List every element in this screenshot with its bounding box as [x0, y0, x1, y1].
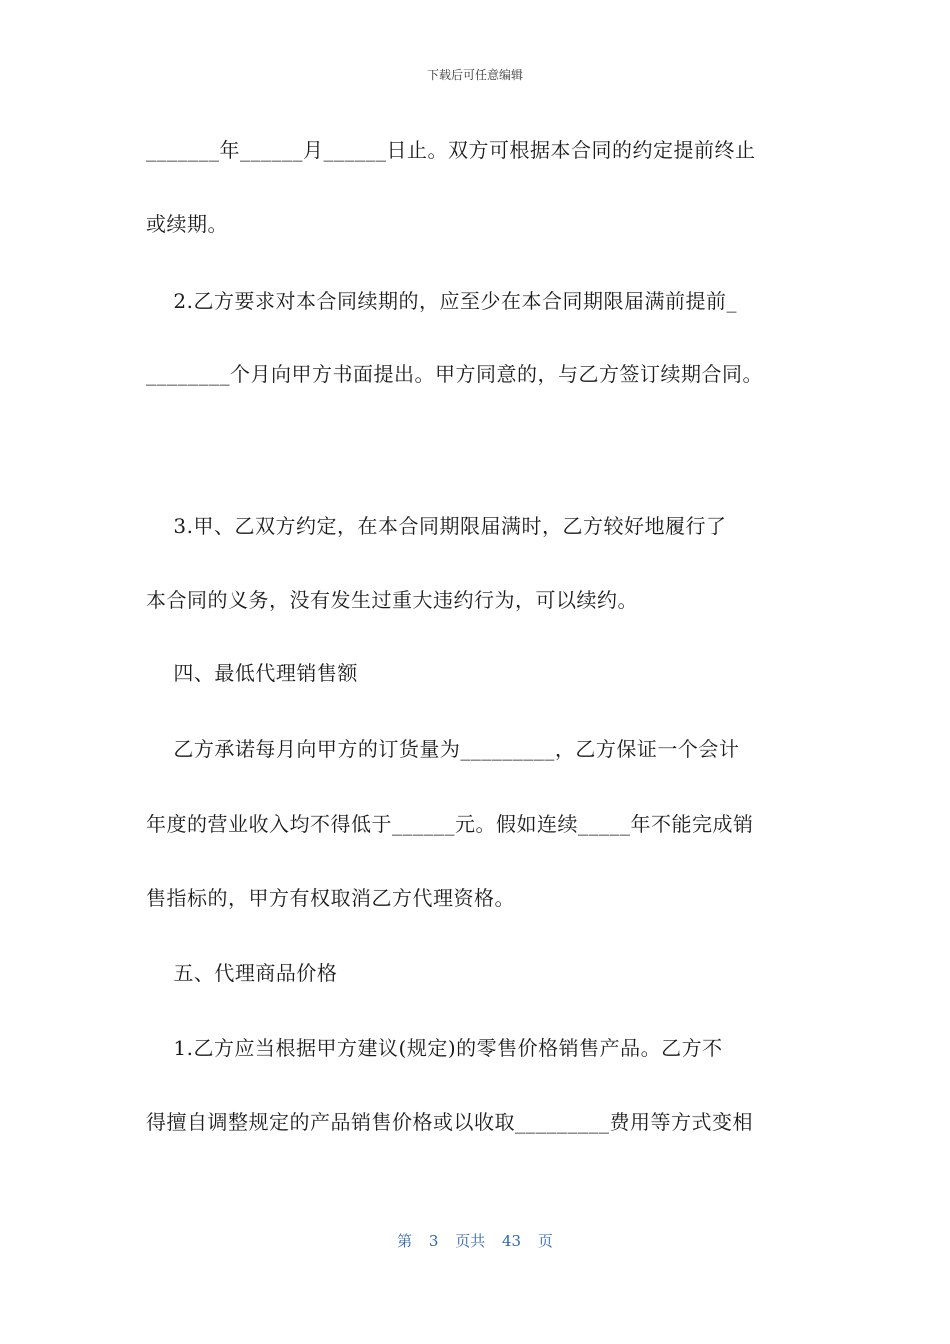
- page-number: 3: [428, 1232, 439, 1250]
- body-line: ________个月向甲方书面提出。甲方同意的，与乙方签订续期合同。: [146, 362, 763, 386]
- page-header: 下载后可任意编辑: [426, 68, 523, 82]
- body-line: 得擅自调整规定的产品销售价格或以收取_________费用等方式变相: [146, 1110, 753, 1134]
- section-heading: 四、最低代理销售额: [146, 661, 358, 685]
- body-line: 3.甲、乙双方约定，在本合同期限届满时，乙方较好地履行了: [146, 514, 727, 538]
- body-line: 或续期。: [146, 212, 228, 236]
- total-label: 页共: [455, 1232, 486, 1250]
- body-line: 1.乙方应当根据甲方建议(规定)的零售价格销售产品。乙方不: [146, 1036, 723, 1060]
- body-line: 年度的营业收入均不得低于______元。假如连续_____年不能完成销: [146, 812, 754, 836]
- section-heading: 五、代理商品价格: [146, 961, 338, 985]
- body-line: 乙方承诺每月向甲方的订货量为_________，乙方保证一个会计: [146, 737, 740, 761]
- body-line: 本合同的义务，没有发生过重大违约行为，可以续约。: [146, 588, 638, 612]
- body-line: 售指标的，甲方有权取消乙方代理资格。: [146, 886, 515, 910]
- total-pages: 43: [502, 1232, 522, 1250]
- page-label: 第: [397, 1232, 413, 1250]
- body-line: _______年______月______日止。双方可根据本合同的约定提前终止: [146, 138, 756, 162]
- body-line: 2.乙方要求对本合同续期的，应至少在本合同期限届满前提前_: [146, 289, 738, 313]
- page-suffix: 页: [537, 1232, 553, 1250]
- page-footer: [0, 1230, 950, 1251]
